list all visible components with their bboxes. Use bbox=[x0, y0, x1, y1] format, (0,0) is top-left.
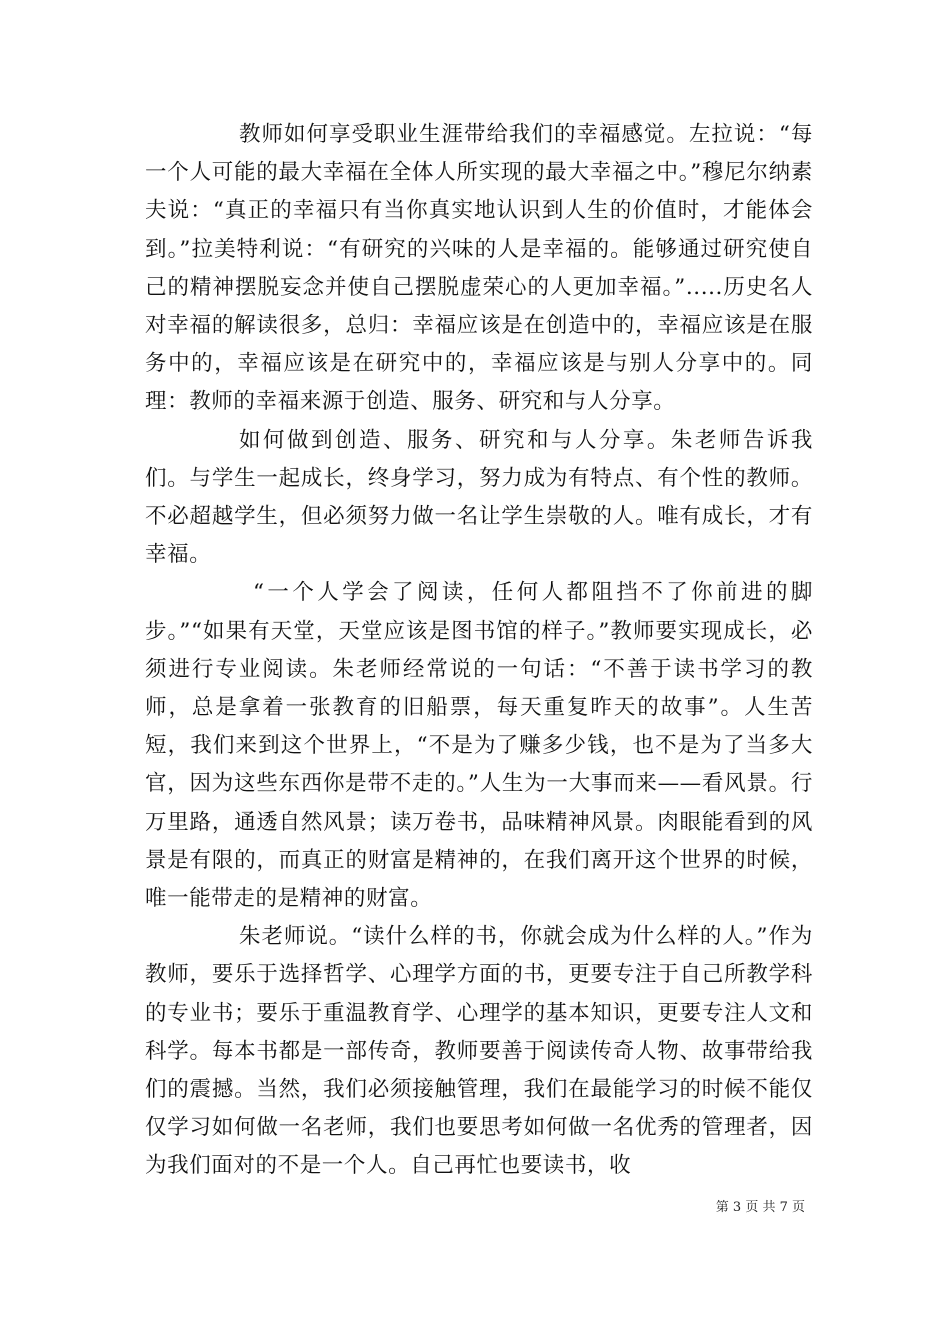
page-number-footer: 第 3 页 共 7 页 bbox=[715, 1200, 805, 1215]
paragraph-books: 朱老师说。“读什么样的书，你就会成为什么样的人。”作为教师，要乐于选择哲学、心理学方面的书，更要专注于自己所教学科的专业书；要乐于重温教育学、心理学的基本知识，更要专注人文和科学。每本书都是一部传奇，教师要善于阅读传奇人物、故事带给我们的震撼。当然，我们必须接触管理，我们在最能学习的时候不能仅仅学习如何做一名老师，我们也要思考如何做一名优秀的管理者，因为我们面对的不是一个人。自己再忙也要读书，收 bbox=[145, 924, 813, 1179]
document-body bbox=[145, 116, 813, 1186]
paragraph-happiness: 教师如何享受职业生涯带给我们的幸福感觉。左拉说：“每一个人可能的最大幸福在全体人所实现的最大幸福之中。”穆尼尔纳素夫说：“真正的幸福只有当你真实地认识到人生的价值时，才能体会到。”拉美特利说：“有研究的兴味的人是幸福的。能够通过研究使自己的精神摆脱妄念并使自己摆脱虚荣心的人更加幸福。”.....历史名人对幸福的解读很多，总归：幸福应该是在创造中的，幸福应该是在服务中的，幸福应该是在研究中的，幸福应该是与别人分享中的。同理：教师的幸福来源于创造、服务、研究和与人分享。 bbox=[145, 122, 813, 415]
paragraph-reading: “一个人学会了阅读，任何人都阻挡不了你前进的脚步。”“如果有天堂，天堂应该是图书馆的样子。”教师要实现成长，必须进行专业阅读。朱老师经常说的一句话：“不善于读书学习的教师，总是拿着一张教育的旧船票，每天重复昨天的故事”。人生苦短，我们来到这个世界上，“不是为了赚多少钱，也不是为了当多大官，因为这些东西你是带不走的。”人生为一大事而来——看风景。行万里路，通透自然风景；读万卷书，品味精神风景。肉眼能看到的风景是有限的，而真正的财富是精神的，在我们离开这个世界的时候，唯一能带走的是精神的财富。 bbox=[145, 580, 813, 912]
paragraph-growth: 如何做到创造、服务、研究和与人分享。朱老师告诉我们。与学生一起成长，终身学习，努力成为有特点、有个性的教师。不必超越学生，但必须努力做一名让学生崇敬的人。唯有成长，才有幸福。 bbox=[145, 427, 813, 568]
